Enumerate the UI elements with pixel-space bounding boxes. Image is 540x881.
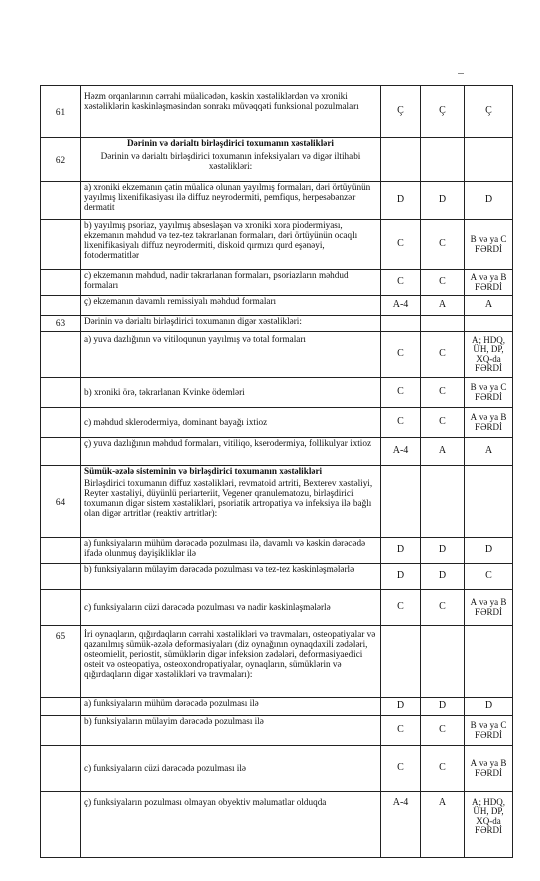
row-description: c) məhdud sklerodermiya, dominant bayağı ixtioz xyxy=(81,408,381,438)
grade-cell: A və ya B FƏRDİ xyxy=(465,746,513,792)
grade-cell: Ç xyxy=(381,86,421,138)
grade-cell: C xyxy=(421,590,465,626)
section-header xyxy=(81,138,381,182)
row-description: a) yuva dazlığının və vitiloqunun yayılmış və total formaları xyxy=(81,332,381,378)
row-number: 65 xyxy=(41,626,81,698)
row-description: a) xroniki ekzemanın çətin müalicə olunan yayılmış formaları, dəri örtüyünün yayılmış lixenifikasiyası ilə diffuz neyrodermiti, pemfiqus, herpesəbənzər dermatit xyxy=(81,182,381,220)
row-description: b) xroniki örə, təkrarlanan Kvinke ödemləri xyxy=(81,378,381,408)
grade-cell: B və ya C FƏRDİ xyxy=(465,220,513,270)
grade-cell: Ç xyxy=(421,86,465,138)
document-page xyxy=(40,85,512,858)
section-title: Dərinin və dərialtı birləşdirici toxumanın xəstəlikləri xyxy=(127,138,334,148)
row-number: 63 xyxy=(41,316,81,332)
grade-cell: C xyxy=(381,746,421,792)
scan-mark xyxy=(458,73,464,74)
grade-cell: D xyxy=(421,564,465,590)
row-description: b) yayılmış psoriaz, yayılmış absesləşən və xroniki xora piodermiyası, ekzemanın məhdud və tez-tez təkrarlanan formaları, dəri örtüyünün ocaqlı lixenifikasiyalı diffuz neyrodermiti, diskoid qırmızı qurd eşənəyi, fotodermatitlər xyxy=(81,220,381,270)
grade-cell: C xyxy=(421,270,465,296)
grade-cell: C xyxy=(381,408,421,438)
row-description: ç) ekzemanın davamlı remissiyalı məhdud formaları xyxy=(81,296,381,316)
row-description: Həzm orqanlarının cərrahi müalicədən, kəskin xəstəliklərdən və xroniki xəstəliklərin kəskinləşməsindən sonrakı müvəqqəti funksional pozulmaları xyxy=(81,86,381,138)
row-description: c) ekzemanın məhdud, nadir təkrarlanan formaları, psoriazların məhdud formaları xyxy=(81,270,381,296)
grade-cell: C xyxy=(421,408,465,438)
grade-cell: D xyxy=(465,538,513,564)
row-description: ç) yuva dazlığının məhdud formaları, vitiliqo, kserodermiya, follikulyar ixtioz xyxy=(81,438,381,466)
grade-cell: A xyxy=(421,792,465,858)
grade-cell: C xyxy=(421,716,465,746)
grade-cell: C xyxy=(421,220,465,270)
grade-cell: C xyxy=(421,378,465,408)
grade-cell: C xyxy=(381,378,421,408)
table-row xyxy=(41,538,513,564)
row-number: 61 xyxy=(41,86,81,138)
table-row xyxy=(41,408,513,438)
grade-cell: D xyxy=(421,698,465,716)
row-description: b) funksiyaların mülayim dərəcədə pozulması və tez-tez kəskinləşmələrlə xyxy=(81,564,381,590)
section-subtitle: Birləşdirici toxumanın diffuz xəstəlikləri, revmatoid artriti, Bexterev xəstəliyi, Reyter xəstəliyi, düyünlü periarteriit, Vegener qranulematozu, birləşdirici toxumanın digər sistem xəstəlikləri, psoriatik artropatiya və infeksiya ilə bağlı olan digər artritlər (reaktiv artritlər): xyxy=(84,477,373,518)
table-row xyxy=(41,716,513,746)
grade-cell: D xyxy=(381,182,421,220)
grade-cell: D xyxy=(465,182,513,220)
table-row xyxy=(41,792,513,858)
grade-cell: A xyxy=(465,296,513,316)
grade-cell: C xyxy=(381,270,421,296)
section-title: Dərinin və dərialtı birləşdirici toxumanın digər xəstəlikləri: xyxy=(81,316,381,332)
grade-cell: A xyxy=(421,438,465,466)
grade-cell: D xyxy=(465,698,513,716)
grade-cell: C xyxy=(421,746,465,792)
grade-cell: D xyxy=(381,538,421,564)
grade-cell: A-4 xyxy=(381,296,421,316)
table-row xyxy=(41,378,513,408)
table-row xyxy=(41,466,513,538)
table-row xyxy=(41,590,513,626)
table-row xyxy=(41,220,513,270)
grade-cell: D xyxy=(381,698,421,716)
table-row xyxy=(41,332,513,378)
grade-cell: A və ya B FƏRDİ xyxy=(465,590,513,626)
grade-cell: B və ya C FƏRDİ xyxy=(465,378,513,408)
grade-cell: A xyxy=(465,438,513,466)
grade-cell: A xyxy=(421,296,465,316)
grade-cell: A-4 xyxy=(381,438,421,466)
grade-cell: C xyxy=(421,332,465,378)
row-number: 64 xyxy=(41,466,81,538)
row-description: c) funksiyaların cüzi dərəcədə pozulması ilə xyxy=(81,746,381,792)
grade-cell: A və ya B FƏRDİ xyxy=(465,270,513,296)
table-row xyxy=(41,626,513,698)
grade-cell: Ç xyxy=(465,86,513,138)
section-header xyxy=(81,466,381,538)
table-row xyxy=(41,86,513,138)
row-description: b) funksiyaların mülayim dərəcədə pozulması ilə xyxy=(81,716,381,746)
grade-cell: D xyxy=(421,538,465,564)
row-description: a) funksiyaların mühüm dərəcədə pozulması ilə, davamlı və kəskin dərəcədə ifadə olunmuş dəyişikliklər ilə xyxy=(81,538,381,564)
section-subtitle: İri oynaqların, qığırdaqların cərrahi xəstəlikləri və travmaları, osteopatiyalar və qazanılmış sümük-əzələ deformasiyaları (diz oynağının oynaqdaxili zədələri, osteomielit, periostit, sümüklərin digər infeksion zədələri, deformasiyaedici osteit və osteopatiya, osteoxondropatiyalar, oynaqların, sümüklərin və qığırdaqların digər xəstəlikləri və travmaları): xyxy=(81,626,381,698)
grade-cell: D xyxy=(421,182,465,220)
section-subtitle: Dərinin və dərialtı birləşdirici toxumanın infeksiyaları və digər iltihabi xəstəlikləri: xyxy=(100,150,361,171)
table-row xyxy=(41,270,513,296)
section-title: Sümük-əzələ sisteminin və birləşdirici toxumanın xəstəlikləri xyxy=(84,466,323,476)
row-description: ç) funksiyaların pozulması olmayan obyektiv məlumatlar olduqda xyxy=(81,792,381,858)
grade-cell: C xyxy=(381,220,421,270)
grade-cell: B və ya C FƏRDİ xyxy=(465,716,513,746)
table-row xyxy=(41,316,513,332)
table-row xyxy=(41,296,513,316)
table-row xyxy=(41,746,513,792)
grade-cell: C xyxy=(381,332,421,378)
table-row xyxy=(41,564,513,590)
grade-cell: C xyxy=(381,590,421,626)
grade-cell: A və ya B FƏRDİ xyxy=(465,408,513,438)
requirements-table xyxy=(40,85,513,858)
grade-cell: D xyxy=(381,564,421,590)
table-row xyxy=(41,138,513,182)
table-row xyxy=(41,182,513,220)
row-number: 62 xyxy=(41,138,81,182)
table-row xyxy=(41,698,513,716)
row-description: a) funksiyaların mühüm dərəcədə pozulması ilə xyxy=(81,698,381,716)
table-row xyxy=(41,438,513,466)
grade-cell: A; HDQ, ÜH, DP, XQ-da FƏRDİ xyxy=(465,792,513,858)
grade-cell: A; HDQ, ÜH, DP, XQ-da FƏRDİ xyxy=(465,332,513,378)
row-description: c) funksiyaların cüzi dərəcədə pozulması və nadir kəskinləşmələrlə xyxy=(81,590,381,626)
grade-cell: C xyxy=(465,564,513,590)
grade-cell: C xyxy=(381,716,421,746)
grade-cell: A-4 xyxy=(381,792,421,858)
